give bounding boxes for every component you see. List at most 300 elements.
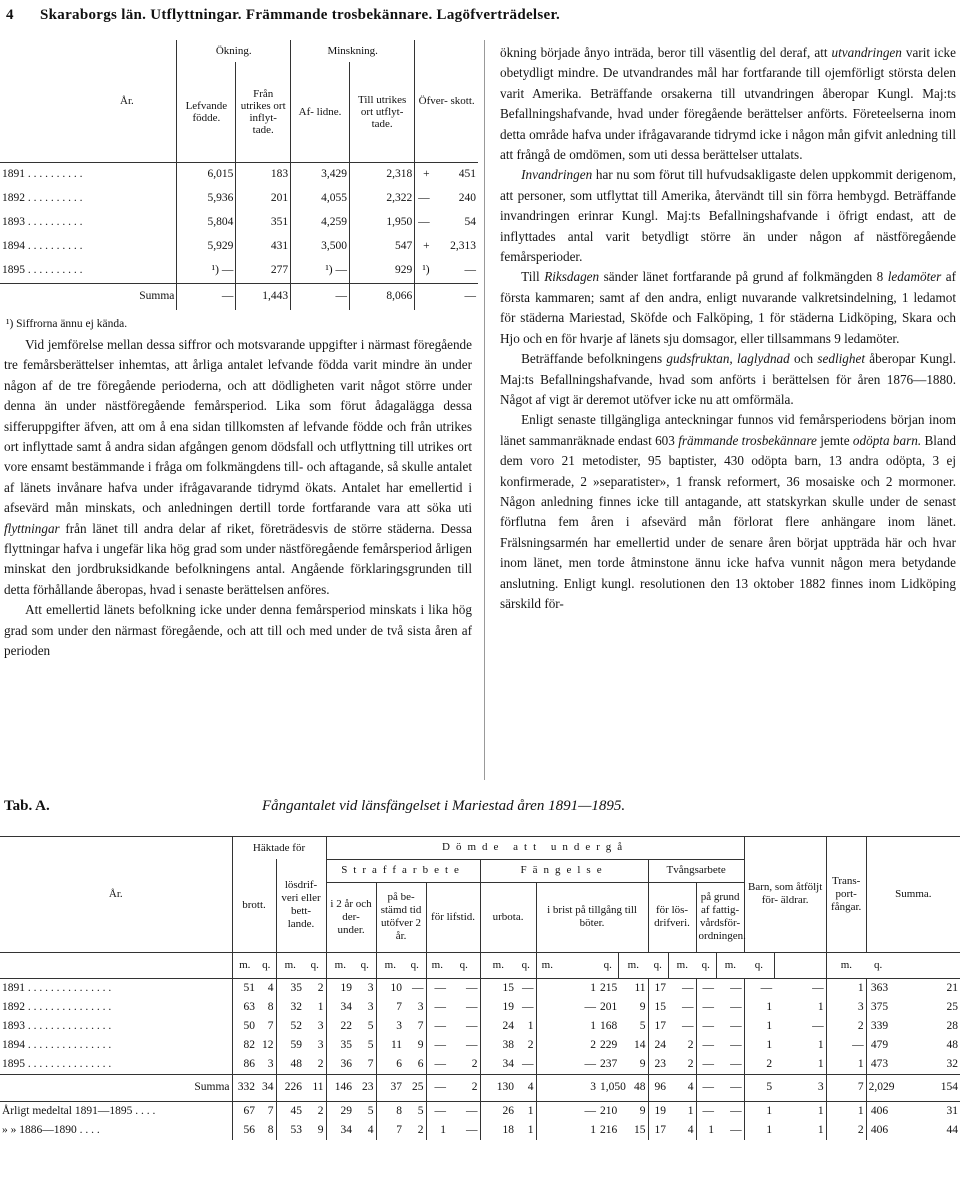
table-cell: 210 — [600, 1104, 618, 1117]
table-cell: 5 — [367, 1019, 374, 1032]
table-cell: 9 — [639, 1057, 646, 1070]
table-cell: 2 — [826, 1017, 866, 1036]
table-cell: 18 — [480, 1121, 516, 1140]
table-cell: 1 — [817, 1038, 824, 1051]
m-header: m. — [326, 952, 354, 978]
table-cell: — — [584, 1000, 597, 1013]
table-cell: 3 — [774, 1074, 826, 1101]
cell-aflidne: 3,429 — [291, 162, 350, 187]
table-cell: 24 — [648, 1036, 668, 1055]
table-cell: — — [716, 1074, 744, 1101]
table-cell: 1 — [527, 1104, 534, 1117]
table-cell: 2 — [317, 1057, 324, 1070]
table-cell: 82 — [232, 1036, 257, 1055]
q-header: q. — [603, 958, 612, 971]
table-cell — [536, 1055, 558, 1075]
page-header — [0, 0, 960, 36]
table-cell: 7 — [417, 1019, 424, 1032]
table-cell: 226 — [276, 1074, 304, 1101]
table-cell: 1 — [826, 1101, 866, 1121]
table-cell: 34 — [326, 998, 354, 1017]
table-cell: — — [466, 1019, 478, 1032]
table-cell: 38 — [480, 1036, 516, 1055]
table-cell: — — [466, 1000, 478, 1013]
paragraph: Till Riksdagen sänder länet fortfarande på grund af folkmängden 8 ledamöter af första kammaren; samt af den andra, enligt nuvarande valkretsindelning, 1 ledamot för städerna Mariestad, Sköfde och Falköping, 1 för städerna Lidköping, Skara och Hjo och en för hvarje af länets sju domsagor, eller tillsammans 9 ledamöter. — [500, 269, 956, 346]
table-cell: 23 — [648, 1055, 668, 1075]
table-cell: 2 — [471, 1057, 478, 1070]
table-cell: — — [584, 1104, 597, 1117]
q-header: q. — [410, 958, 419, 971]
table-cell: 3 — [826, 998, 866, 1017]
cell-lefvande: 5,929 — [177, 235, 236, 259]
mq-spacer — [558, 952, 598, 978]
table-cell: 7 — [267, 1104, 274, 1117]
table-cell: 2 — [590, 1038, 597, 1051]
q-header: q. — [459, 958, 468, 971]
table-cell: 34 — [257, 1074, 276, 1101]
table-cell: — — [730, 1019, 742, 1032]
table-cell: — — [812, 981, 824, 994]
table-cell: 4 — [668, 1074, 696, 1101]
table-cell: 215 — [600, 981, 618, 994]
paragraph: Invandringen har nu som förut till hufvudsakligaste delen uppkommit derigenom, att personer, som utflyttat till Amerika, återvändt till sin förra hembygd. Beträffande invandringen erinrar Kungl. Maj:ts Befallningshafvande i öfrigt endast, att de inflyttades antal varit betydligt större än under någon af nästföregående femårsperioder. — [500, 167, 956, 265]
table-cell: 15 — [480, 978, 516, 998]
table-row — [0, 235, 478, 259]
table-cell: — — [696, 978, 716, 998]
m-header: m. — [618, 952, 648, 978]
table-cell: 406 — [866, 1101, 890, 1121]
table-cell: 2 — [317, 981, 324, 994]
table-cell: 32 — [276, 998, 304, 1017]
table-cell: 4 — [267, 981, 274, 994]
table-cell: 96 — [648, 1074, 668, 1101]
table-cell: 4 — [367, 1123, 374, 1136]
cell-fran: 1,443 — [236, 283, 291, 310]
table-cell: 6 — [417, 1057, 424, 1070]
row-label: 1894 . . . . . . . . . . . . . . . — [2, 1038, 112, 1051]
table-cell: 86 — [232, 1055, 257, 1075]
table-cell: 1 — [817, 1057, 824, 1070]
q-header: q. — [262, 958, 271, 971]
t2-urbota-header: urbota. — [480, 882, 536, 952]
t2-pagrund-header: på grund af fattig- vårdsför- ordningen. — [696, 882, 744, 952]
table-cell: 146 — [326, 1074, 354, 1101]
table-cell: 34 — [326, 1121, 354, 1140]
t2-summa-header: Summa. — [866, 837, 960, 953]
table-cell: — — [696, 1101, 716, 1121]
table-cell: 2 — [527, 1038, 534, 1051]
table-cell: 26 — [480, 1101, 516, 1121]
table-cell — [536, 1121, 558, 1140]
cell-ofv: 240 — [458, 192, 476, 204]
table-cell: 11 — [304, 1074, 326, 1101]
paragraph: Beträffande befolkningens gudsfruktan, laglydnad och sedlighet åberopar Kungl. Maj:ts Befallningshafvande, hvad som anförts i berättelsen för åren 1876—1880. Något af vigt är deremot utöfver icke nu att omförmäla. — [500, 351, 956, 407]
t2-forlos-header: för lös- drifveri. — [648, 882, 696, 952]
table-cell: 168 — [600, 1019, 618, 1032]
table-cell: — — [522, 1000, 534, 1013]
table-row — [0, 162, 478, 187]
table-cell: 2 — [687, 1057, 694, 1070]
cell-ofv-sign: + — [415, 162, 432, 187]
t1-minskning-header: Minskning. — [291, 40, 415, 62]
table-cell: 14 — [634, 1038, 646, 1051]
t1-year-header: År. — [120, 94, 134, 107]
table-cell: 216 — [600, 1123, 618, 1136]
m-header: m. — [826, 952, 866, 978]
m-header: m. — [232, 952, 257, 978]
t1-ofverskott-header: Öfver- skott. — [415, 40, 478, 162]
table-cell: 5 — [639, 1019, 646, 1032]
cell-lefvande: 6,015 — [177, 162, 236, 187]
table-cell: 1 — [744, 1101, 774, 1121]
cell-fran: 351 — [236, 211, 291, 235]
row-year: 1894 . . . . . . . . . . — [2, 240, 83, 252]
table-cell: 10 — [376, 978, 404, 998]
table-cell — [536, 978, 558, 998]
summa-label: Summa — [0, 283, 177, 310]
q-header: q. — [701, 958, 710, 971]
table-cell: 1 — [527, 1019, 534, 1032]
cell-ofv: — — [464, 264, 476, 276]
table-cell: 7 — [376, 1121, 404, 1140]
t2-haktade-header: Häktade för — [232, 837, 326, 860]
table-cell: 4 — [687, 1123, 694, 1136]
table-cell: 24 — [480, 1017, 516, 1036]
table-row — [0, 259, 478, 284]
table-row — [0, 1101, 960, 1121]
t2-lifstid-header: för lifstid. — [426, 882, 480, 952]
table-cell: 1 — [744, 1017, 774, 1036]
table-cell: 8 — [376, 1101, 404, 1121]
table-cell: 2 — [687, 1038, 694, 1051]
table-cell: — — [682, 981, 694, 994]
table-cell: — — [730, 1057, 742, 1070]
table-cell: 23 — [354, 1074, 376, 1101]
paragraph: Att emellertid länets befolkning icke under denna femårsperiod minskats i lika hög grad som under den närmast föregående, och att till och med under de två sista åren af perioden — [4, 602, 472, 659]
table-cell: 332 — [232, 1074, 257, 1101]
cell-ofv: — — [432, 283, 478, 310]
table-cell: — — [696, 1055, 716, 1075]
cell-ofv-sign: — — [415, 187, 432, 211]
table-cell: — — [730, 981, 742, 994]
cell-ofv: 54 — [464, 216, 476, 228]
row-label: » » 1886—1890 . . . . — [2, 1123, 100, 1136]
cell-till: 929 — [350, 259, 415, 284]
cell-aflidne: 4,055 — [291, 187, 350, 211]
cell-ofv-sign: + — [415, 235, 432, 259]
m-header: m. — [276, 952, 304, 978]
table-cell: 4 — [516, 1074, 536, 1101]
m-header: m. — [480, 952, 516, 978]
table-cell: — — [426, 998, 448, 1017]
table-cell: 67 — [232, 1101, 257, 1121]
table-cell: — — [682, 1019, 694, 1032]
table-cell: 1 — [817, 1000, 824, 1013]
table-cell: 21 — [946, 981, 958, 994]
table-cell: 130 — [480, 1074, 516, 1101]
table-cell: — — [426, 1101, 448, 1121]
column-divider — [484, 40, 486, 780]
table-cell: — — [466, 1104, 478, 1117]
t2-straffarbete-header: Straffarbete — [326, 859, 480, 882]
table-cell: — — [730, 1104, 742, 1117]
table-cell: 59 — [276, 1036, 304, 1055]
table-cell: 3 — [376, 1017, 404, 1036]
table-cell: 1 — [590, 981, 597, 994]
row-label: 1892 . . . . . . . . . . . . . . . — [2, 1000, 112, 1013]
cell-till: 2,322 — [350, 187, 415, 211]
table-cell: 6 — [376, 1055, 404, 1075]
table-cell: 3 — [558, 1074, 598, 1101]
m-header: m. — [426, 952, 448, 978]
table-cell — [536, 998, 558, 1017]
cell-lefvande: 5,936 — [177, 187, 236, 211]
table-cell: 63 — [232, 998, 257, 1017]
table-cell: — — [426, 978, 448, 998]
table-cell: 5 — [417, 1104, 424, 1117]
q-header: q. — [874, 958, 883, 971]
table-cell: 15 — [648, 998, 668, 1017]
table-cell: 34 — [480, 1055, 516, 1075]
table-cell: 9 — [317, 1123, 324, 1136]
cell-ofv: 2,313 — [450, 240, 476, 252]
row-year: 1892 . . . . . . . . . . — [2, 192, 83, 204]
table-cell: — — [584, 1057, 597, 1070]
cell-ofv-sign: ¹) — [415, 259, 432, 284]
table-cell: 35 — [326, 1036, 354, 1055]
table-cell: 1 — [590, 1123, 597, 1136]
table-cell: — — [466, 1123, 478, 1136]
table-cell: 1 — [744, 1121, 774, 1140]
table-cell: — — [696, 1017, 716, 1036]
cell-till: 1,950 — [350, 211, 415, 235]
table-row — [0, 978, 960, 998]
table-cell: 3 — [317, 1038, 324, 1051]
table-cell: 237 — [600, 1057, 618, 1070]
cell-till: 2,318 — [350, 162, 415, 187]
table-cell: 17 — [648, 1017, 668, 1036]
cell-lefvande: 5,804 — [177, 211, 236, 235]
page-title: Skaraborgs län. Utflyttningar. Främmande trosbekännare. Lagöfverträdelser. — [40, 7, 561, 23]
m-header: m. — [716, 952, 744, 978]
table-cell: 50 — [232, 1017, 257, 1036]
t1-okning-header: Ökning. — [177, 40, 291, 62]
t2-ibrist-header: i brist på tillgång till böter. — [536, 882, 648, 952]
table-cell: 9 — [417, 1038, 424, 1051]
table-cell: 19 — [648, 1101, 668, 1121]
table-cell: 32 — [946, 1057, 958, 1070]
table-cell: 12 — [262, 1038, 274, 1051]
table-cell: — — [426, 1074, 448, 1101]
table-cell: 17 — [648, 978, 668, 998]
table-cell: 44 — [946, 1123, 958, 1136]
cell-fran: 277 — [236, 259, 291, 284]
t2-i2ar-header: i 2 år och der- under. — [326, 882, 376, 952]
population-table — [0, 40, 478, 310]
cell-aflidne: — — [291, 283, 350, 310]
t1-fran-header: Från utrikes ort inflyt- tade. — [236, 62, 291, 162]
table-row — [0, 1121, 960, 1140]
paragraph: ökning började ånyo inträda, beror till väsentlig del deraf, att utvandringen varit icke obetydligt mindre. De utvandrandes mål har fortfarande till ojemförligt största delen varit Amerika. Beträffande orsakerna till utvandringen åberopar Kungl. Maj:ts Befallningshafvande, hvad under föregående berättelser anförts. Företeelserna inom detta område hafva under ifrågavarande tidrymd icke i någon mån gifvit anledning till att frångå de omdömen, som uti dessa berättelser uttalats. — [500, 45, 956, 163]
table-cell: 1 — [817, 1104, 824, 1117]
q-header: q. — [360, 958, 369, 971]
table-row — [0, 1017, 960, 1036]
table-cell: — — [826, 1036, 866, 1055]
table-cell — [536, 1101, 558, 1121]
t1-lefvande-header: Lefvande födde. — [177, 62, 236, 162]
table-cell: — — [812, 1019, 824, 1032]
page-number: 4 — [6, 7, 14, 23]
summa-row — [0, 283, 478, 310]
table-cell: 1 — [826, 978, 866, 998]
table-cell: 1 — [527, 1123, 534, 1136]
table-cell: 11 — [376, 1036, 404, 1055]
cell-fran: 183 — [236, 162, 291, 187]
table-cell: 37 — [376, 1074, 404, 1101]
q-header: q. — [754, 958, 764, 971]
paragraph: Enligt senaste tillgängliga anteckningar funnos vid femårsperiodens början inom länet sammanräknade endast 603 främmande trosbekännare jemte odöpta barn. Bland dem voro 21 metodister, 95 baptister, 430 odöpta barn, 13 andra odöpta, 3 ej konfirmerade, 2 »separatister», 1 fransk reformert, 36 mosaiske och 2 mormoner. Någon anledning finnes icke till antagande, att statskyrkan skulle under de senast förflutna fem åren i afsevärd mån förlorat flere anhängare inom länet. Frälsningsarmén har emellertid under de senare åren börjat uppträda här och hvar inom länet, men torde åtminstone ännu icke hafva vunnit någon mera betydande anslutning. Enligt kungl. resolutionen den 13 oktober 1882 finnes inom Lidköping särskild för- — [500, 412, 957, 611]
table-cell: 1 — [590, 1019, 597, 1032]
table-cell: — — [412, 981, 424, 994]
table-cell: 375 — [866, 998, 890, 1017]
table-cell — [536, 1036, 558, 1055]
table-cell: 25 — [404, 1074, 426, 1101]
table-cell: 1 — [744, 998, 774, 1017]
row-year: 1893 . . . . . . . . . . — [2, 216, 83, 228]
table-cell: — — [426, 1017, 448, 1036]
table-cell: 5 — [367, 1104, 374, 1117]
table-cell: 1 — [817, 1123, 824, 1136]
table-cell: — — [426, 1036, 448, 1055]
mq-spacer — [0, 952, 232, 978]
table-cell: — — [522, 981, 534, 994]
table-cell: 22 — [326, 1017, 354, 1036]
table-cell: 479 — [866, 1036, 890, 1055]
table-cell: 1 — [426, 1121, 448, 1140]
table-cell: 36 — [326, 1055, 354, 1075]
table-cell: — — [466, 981, 478, 994]
table-cell: 8 — [267, 1123, 274, 1136]
table-cell: 2 — [826, 1121, 866, 1140]
table-cell: 406 — [866, 1121, 890, 1140]
table-cell: 29 — [326, 1101, 354, 1121]
cell-lefvande: — — [177, 283, 236, 310]
t2-brott-header: brott. — [232, 859, 276, 952]
row-year: 1895 . . . . . . . . . . — [2, 264, 83, 276]
t2-barn-header: Barn, som åtföljt för- äldrar. — [744, 837, 826, 953]
table-cell: 3 — [367, 1000, 374, 1013]
table-cell: 48 — [276, 1055, 304, 1075]
tab-a-caption: Fångantalet vid länsfängelset i Mariestad åren 1891—1895. — [262, 798, 626, 814]
t2-domde-header: Dömde att undergå — [326, 837, 744, 860]
table-cell: 1 — [317, 1000, 324, 1013]
table-cell: 1 — [696, 1121, 716, 1140]
table-cell: 15 — [634, 1123, 646, 1136]
cell-ofv-sign — [415, 283, 432, 310]
table-cell — [536, 1017, 558, 1036]
table-cell: 19 — [326, 978, 354, 998]
table-row — [0, 998, 960, 1017]
table-cell: 8 — [267, 1000, 274, 1013]
table-cell: 229 — [600, 1038, 618, 1051]
table-cell: 2 — [417, 1123, 424, 1136]
table-cell — [536, 1074, 558, 1101]
table-cell: 9 — [639, 1104, 646, 1117]
tab-a-label: Tab. A. — [4, 798, 50, 814]
table-cell: 1 — [826, 1055, 866, 1075]
table-cell: 48 — [618, 1074, 648, 1101]
row-label: 1893 . . . . . . . . . . . . . . . — [2, 1019, 112, 1032]
row-year: 1891 . . . . . . . . . . — [2, 168, 83, 180]
table-row — [0, 1036, 960, 1055]
table-row — [0, 187, 478, 211]
table-cell: 3 — [367, 981, 374, 994]
table-cell: — — [730, 1038, 742, 1051]
q-header: q. — [521, 958, 530, 971]
right-text-column — [500, 43, 956, 614]
row-label: 1895 . . . . . . . . . . . . . . . — [2, 1057, 112, 1070]
table-cell: 363 — [866, 978, 890, 998]
t2-fangelse-header: Fängelse — [480, 859, 648, 882]
table-cell: — — [696, 998, 716, 1017]
table-cell: — — [426, 1055, 448, 1075]
m-header: m. — [376, 952, 404, 978]
row-label: 1891 . . . . . . . . . . . . . . . — [2, 981, 112, 994]
table-cell: 11 — [634, 981, 646, 994]
table-cell: 2 — [448, 1074, 480, 1101]
table-cell: — — [730, 1000, 742, 1013]
table-cell: 56 — [232, 1121, 257, 1140]
t1-aflidne-header: Af- lidne. — [291, 62, 350, 162]
cell-till: 8,066 — [350, 283, 415, 310]
row-label: Summa — [0, 1074, 232, 1101]
table-cell: 53 — [276, 1121, 304, 1140]
footnote: ¹) Siffrorna ännu ej kända. — [6, 318, 128, 330]
q-header: q. — [310, 958, 319, 971]
cell-aflidne: 4,259 — [291, 211, 350, 235]
table-cell: 201 — [600, 1000, 618, 1013]
table-cell: 3 — [267, 1057, 274, 1070]
table-cell: — — [522, 1057, 534, 1070]
row-label: Årligt medeltal 1891—1895 . . . . — [2, 1104, 156, 1117]
t2-tvang-header: Tvångsarbete — [648, 859, 744, 882]
cell-fran: 431 — [236, 235, 291, 259]
table-cell: — — [696, 1074, 716, 1101]
table-cell: 3 — [417, 1000, 424, 1013]
cell-fran: 201 — [236, 187, 291, 211]
table-cell: — — [744, 978, 774, 998]
table-cell: 1 — [744, 1036, 774, 1055]
table-cell: 28 — [946, 1019, 958, 1032]
table-cell: 52 — [276, 1017, 304, 1036]
table-cell: 339 — [866, 1017, 890, 1036]
table-cell: 154 — [890, 1074, 960, 1101]
table-cell: 2 — [317, 1104, 324, 1117]
mq-spacer — [774, 952, 826, 978]
table-cell: 7 — [376, 998, 404, 1017]
q-header: q. — [653, 958, 662, 971]
table-cell: 7 — [367, 1057, 374, 1070]
table-cell: 9 — [639, 1000, 646, 1013]
table-row — [0, 211, 478, 235]
table-cell: 1 — [687, 1104, 694, 1117]
table-cell: 48 — [946, 1038, 958, 1051]
table-cell: 2,029 — [866, 1074, 890, 1101]
cell-till: 547 — [350, 235, 415, 259]
cell-ofv-sign: — — [415, 211, 432, 235]
summa-row — [0, 1074, 960, 1101]
table-cell: — — [730, 1123, 742, 1136]
